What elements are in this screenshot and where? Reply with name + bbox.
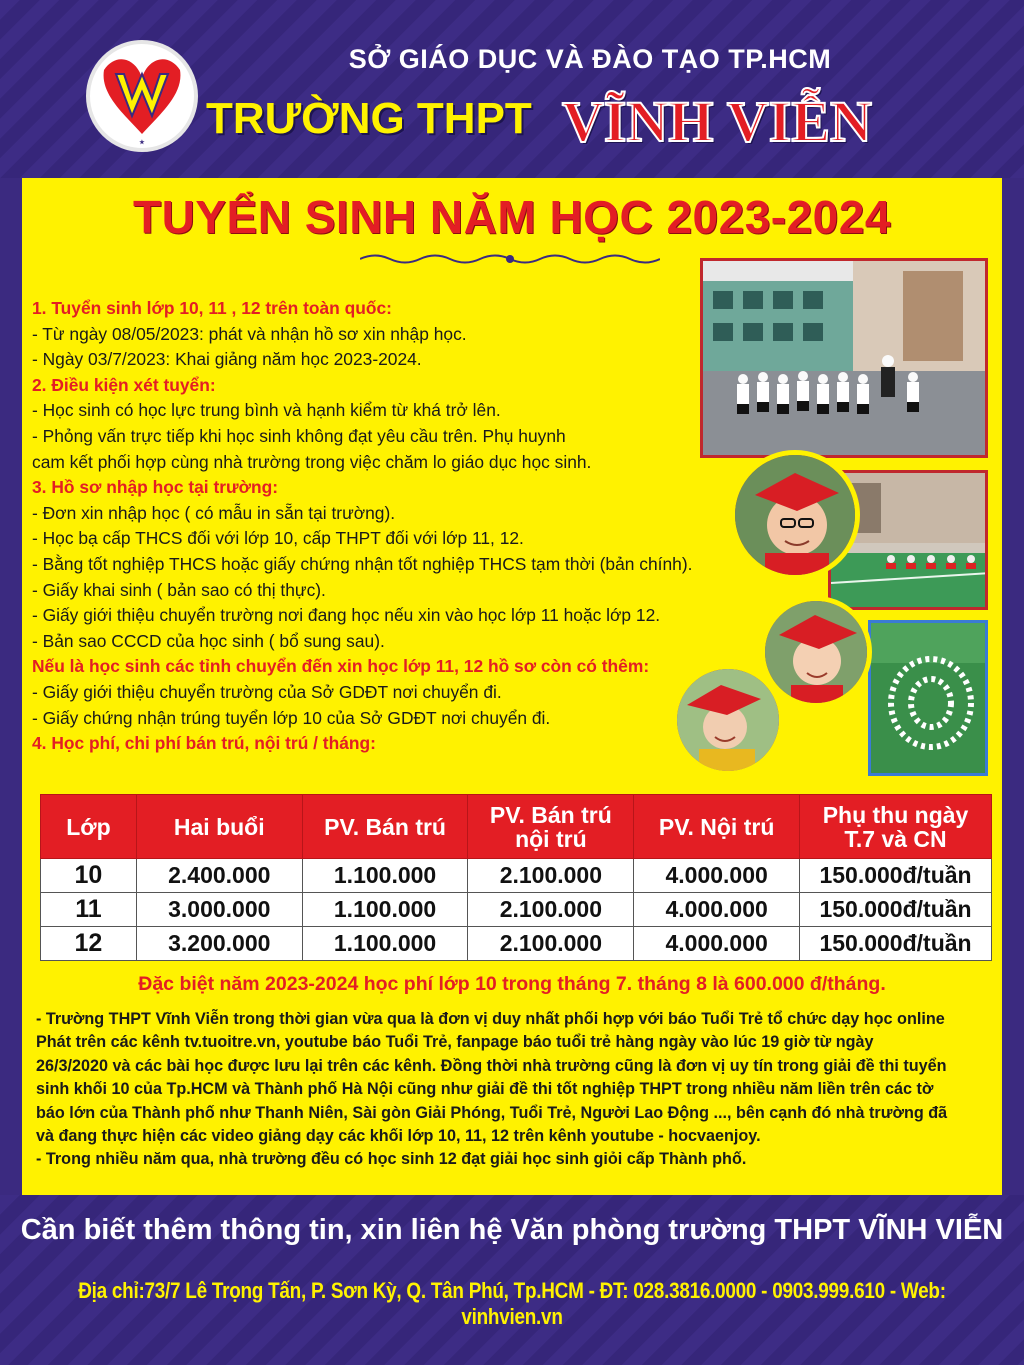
table-row — [41, 893, 992, 927]
school-name: VĨNH VIỄN — [562, 89, 872, 154]
table-cell: 2.400.000 — [136, 859, 302, 893]
list-item: - Phỏng vấn trực tiếp khi học sinh không đạt yêu cầu trên. Phụ huynh — [32, 425, 566, 446]
paragraph-line: báo lớn của Thành phố như Thanh Niên, Sài gòn Giải Phóng, Tuổi Trẻ, Người Lao Động ..., bên cạnh đó nhà trường đã — [36, 1103, 948, 1122]
address-line: Địa chỉ:73/7 Lê Trọng Tấn, P. Sơn Kỳ, Q. Tân Phú, Tp.HCM - ĐT: 028.3816.0000 - 0903.999.610 - Web: vinhvien.vn — [78, 1278, 946, 1329]
table-cell: 3.000.000 — [136, 893, 302, 927]
special-note: Đặc biệt năm 2023-2024 học phí lớp 10 trong tháng 7. tháng 8 là 600.000 đ/tháng. — [138, 973, 886, 995]
table-cell: 2.100.000 — [468, 927, 634, 961]
table-cell: 2.100.000 — [468, 859, 634, 893]
table-cell: 1.100.000 — [302, 893, 468, 927]
section-2-title: 2. Điều kiện xét tuyển: — [32, 374, 216, 395]
paragraph-line: - Trường THPT Vĩnh Viễn trong thời gian vừa qua là đơn vị duy nhất phối hợp với báo Tuổi Trẻ tổ chức dạy học online — [36, 1010, 945, 1028]
page-title: TUYỂN SINH NĂM HỌC 2023-2024 — [133, 191, 891, 243]
list-item: - Giấy chứng nhận trúng tuyển lớp 10 của Sở GDĐT nơi chuyển đi. — [32, 707, 551, 728]
svg-text:★: ★ — [139, 140, 145, 146]
list-item: - Giấy giới thiệu chuyển trường nơi đang học nếu xin vào học lớp 11 hoặc lớp 12. — [32, 605, 661, 626]
vv-logo-icon — [90, 44, 194, 148]
table-cell: 1.100.000 — [302, 927, 468, 961]
table-cell: 150.000đ/tuần — [800, 859, 992, 893]
fee-table — [40, 794, 992, 961]
table-cell: 4.000.000 — [634, 927, 800, 961]
table-cell: 12 — [41, 927, 137, 961]
admission-details — [32, 296, 712, 757]
table-cell: 3.200.000 — [136, 927, 302, 961]
contact-line: Cần biết thêm thông tin, xin liên hệ Văn phòng trường THPT VĨNH VIỄN — [20, 1214, 1004, 1246]
column-header — [468, 795, 634, 859]
header-line: Phụ thu ngày — [822, 801, 969, 828]
table-cell: 11 — [41, 893, 137, 927]
department-name: SỞ GIÁO DỤC VÀ ĐÀO TẠO TP.HCM — [348, 44, 832, 74]
list-item: - Học bạ cấp THCS đối với lớp 10, cấp THPT đối với lớp 11, 12. — [32, 528, 524, 549]
graduate-photo-1 — [730, 450, 860, 580]
list-item: - Bằng tốt nghiệp THCS hoặc giấy chứng nhận tốt nghiệp THCS tạm thời (bản chính). — [32, 553, 693, 574]
section-3-title: 3. Hồ sơ nhập học tại trường: — [32, 477, 279, 498]
transfer-title: Nếu là học sinh các tỉnh chuyển đến xin học lớp 11, 12 hồ sơ còn có thêm: — [32, 656, 650, 677]
list-item: cam kết phối hợp cùng nhà trường trong việc chăm lo giáo dục học sinh. — [32, 451, 592, 472]
column-header: Hai buổi — [136, 795, 302, 859]
right-border — [1002, 178, 1024, 1195]
table-header-row — [41, 795, 992, 859]
list-item: - Bản sao CCCD của học sinh ( bổ sung sau). — [32, 630, 385, 651]
list-item: - Đơn xin nhập học ( có mẫu in sẵn tại trường). — [32, 502, 396, 523]
list-item: - Giấy khai sinh ( bản sao có thị thực). — [32, 579, 326, 600]
column-header: PV. Nội trú — [634, 795, 800, 859]
column-header: PV. Bán trú — [302, 795, 468, 859]
list-item: - Giấy giới thiệu chuyển trường của Sở GDĐT nơi chuyển đi. — [32, 681, 502, 702]
header-line: T.7 và CN — [844, 825, 947, 852]
table-cell: 4.000.000 — [634, 893, 800, 927]
table-cell: 10 — [41, 859, 137, 893]
paragraph-line: và đang thực hiện các video giảng dạy các khối lớp 10, 11, 12 trên kênh youtube - hocvaenjoy. — [36, 1127, 761, 1146]
table-row — [41, 927, 992, 961]
section-1-title: 1. Tuyển sinh lớp 10, 11 , 12 trên toàn quốc: — [32, 298, 392, 318]
school-logo — [86, 40, 198, 152]
school-prefix: TRƯỜNG THPT — [206, 94, 532, 143]
paragraph-line: Phát trên các kênh tv.tuoitre.vn, youtube báo Tuổi Trẻ, fanpage báo tuổi trẻ hàng ngày vào lúc 19 giờ từ ngày — [36, 1033, 874, 1052]
graduate-photo-2 — [760, 596, 872, 708]
table-cell: 150.000đ/tuần — [800, 893, 992, 927]
header-line: PV. Bán trú — [489, 801, 612, 828]
column-header: Lớp — [41, 795, 137, 859]
table-cell: 150.000đ/tuần — [800, 927, 992, 961]
table-cell: 4.000.000 — [634, 859, 800, 893]
list-item: - Từ ngày 08/05/2023: phát và nhận hồ sơ xin nhập học. — [32, 323, 467, 344]
graduate-photo-3 — [672, 664, 784, 776]
table-row — [41, 859, 992, 893]
paragraph-line: - Trong nhiều năm qua, nhà trường đều có học sinh 12 đạt giải học sinh giỏi cấp Thành phố. — [36, 1150, 747, 1169]
section-4-title: 4. Học phí, chi phí bán trú, nội trú / tháng: — [32, 733, 376, 754]
list-item: - Học sinh có học lực trung bình và hạnh kiểm từ khá trở lên. — [32, 400, 501, 421]
table-cell: 2.100.000 — [468, 893, 634, 927]
ornament-divider — [360, 252, 660, 266]
formation-photo — [868, 620, 988, 776]
paragraph-line: 26/3/2020 và các bài học được lưu lại trên các kênh. Đồng thời nhà trường cũng là đơn vị uy tín trong giải đề thi tuyển — [36, 1056, 947, 1075]
column-header — [800, 795, 992, 859]
list-item: - Ngày 03/7/2023: Khai giảng năm học 2023-2024. — [32, 349, 422, 370]
school-achievements — [36, 1008, 996, 1172]
header-line: nội trú — [515, 825, 587, 852]
table-cell: 1.100.000 — [302, 859, 468, 893]
paragraph-line: sinh khối 10 của Tp.HCM và Thành phố Hà Nội cũng như giải đề thi tốt nghiệp THPT trong nhiều năm liền trên các tờ — [36, 1080, 934, 1099]
school-yard-photo — [700, 258, 988, 458]
left-border — [0, 178, 22, 1195]
